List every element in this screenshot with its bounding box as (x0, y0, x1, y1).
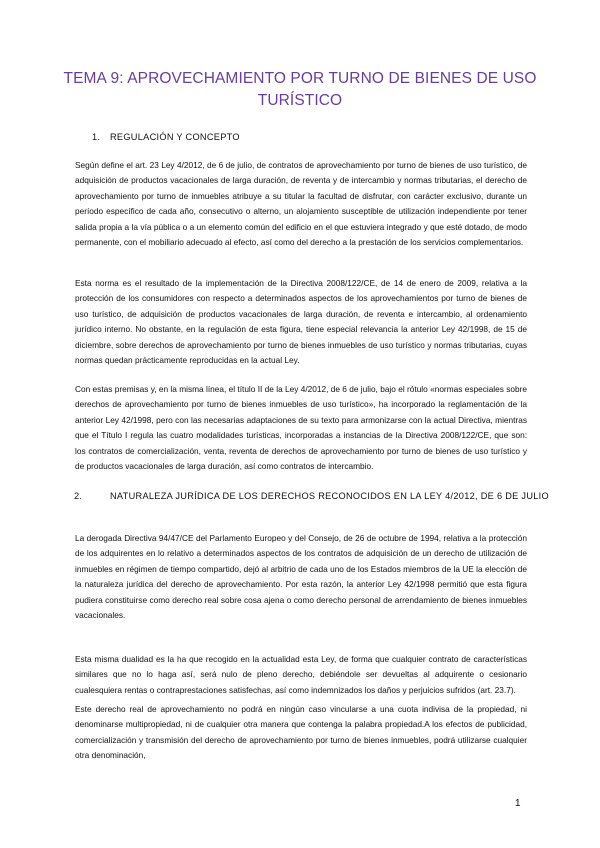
page-number: 1 (515, 798, 521, 809)
section-heading-1 (92, 130, 552, 144)
section-title-1: REGULACIÓN Y CONCEPTO (110, 132, 240, 142)
paragraph-1-3: Con estas premisas y, en la misma línea, el título II de la Ley 4/2012, de 6 de julio, bajo el rótulo «normas especiales sobre derechos de aprovechamiento por turno de bienes inmuebles de uso turístico», ha incorporado la reglamentación de la anterior Ley 42/1998, pero con las necesarias adaptaciones de su texto para armonizarse con la actual Directiva, mientras que el Título I regula las cuatro modalidades turísticas, incorporadas a instancias de la Directiva 2008/122/CE, que son: los contratos de comercialización, venta, reventa de derechos de aprovechamiento por turno de bienes de uso turístico y de productos vacacionales de larga duración, así como contratos de intercambio. (75, 384, 527, 472)
section-number-2: 2. (74, 491, 83, 501)
paragraph-2-1: La derogada Directiva 94/47/CE del Parlamento Europeo y del Consejo, de 26 de octubre de 1994, relativa a la protección de los adquirentes en lo relativo a determinados aspectos de los contratos de adquisición de un derecho de utilización de inmuebles en régimen de tiempo compartido, dejó al arbitrio de cada uno de los Estados miembros de la UE la elección de la naturaleza jurídica del derecho de aprovechamiento. Por esta razón, la anterior Ley 42/1998 permitió que esta figura pudiera constituirse como derecho real sobre cosa ajena o como derecho personal de arrendamiento de bienes inmuebles vacacionales. (75, 533, 527, 621)
document-title: TEMA 9: APROVECHAMIENTO POR TURNO DE BIENES DE USO TURÍSTICO (63, 70, 537, 109)
section-title-2: NATURALEZA JURÍDICA DE LOS DERECHOS RECONOCIDOS EN LA LEY 4/2012, DE 6 DE JULIO (110, 491, 549, 501)
paragraph-2-3: Este derecho real de aprovechamiento no podrá en ningún caso vincularse a una cuota indivisa de la propiedad, ni denominarse multipropiedad, ni de cualquier otra manera que contenga la palabra propiedad.A los efectos de publicidad, comercialización y transmisión del derecho de aprovechamiento por turno de bienes inmuebles, podrá utilizarse cualquier otra denominación, (75, 704, 527, 761)
section-number-1: 1. (92, 132, 101, 142)
paragraph-1-2: Esta norma es el resultado de la implementación de la Directiva 2008/122/CE, de 14 de enero de 2009, relativa a la protección de los consumidores con respecto a determinados aspectos de los aprovechamientos por turno de bienes de uso turístico, de adquisición de productos vacacionales de larga duración, de reventa e intercambio, al ordenamiento jurídico interno. No obstante, en la regulación de esta figura, tiene especial relevancia la anterior Ley 42/1998, de 15 de diciembre, sobre derechos de aprovechamiento por turno de bienes inmuebles de uso turístico y normas tributarias, cuyas normas quedan prácticamente reproducidas en la actual Ley. (75, 278, 527, 366)
section-heading-2 (74, 489, 552, 503)
paragraph-1-1: Según define el art. 23 Ley 4/2012, de 6 de julio, de contratos de aprovechamiento por turno de bienes de uso turístico, de adquisición de productos vacacionales de larga duración, de reventa y de intercambio y normas tributarias, el derecho de aprovechamiento por turno de inmuebles atribuye a su titular la facultad de disfrutar, con carácter exclusivo, durante un período específico de cada año, consecutivo o alterno, un alojamiento susceptible de utilización independiente por tener salida propia a la vía pública o a un elemento común del edificio en el que estuviera integrado y que esté dotado, de modo permanente, con el mobiliario adecuado al efecto, así como del derecho a la prestación de los servicios complementarios. (75, 160, 527, 248)
paragraph-2-2: Esta misma dualidad es la ha que recogido en la actualidad esta Ley, de forma que cualquier contrato de características similares que no lo haga así, será nulo de pleno derecho, debiéndole ser devueltas al adquirente o cesionario cualesquiera rentas o contraprestaciones satisfechas, así como indemnizados los daños y perjuicios sufridos (art. 23.7). (75, 654, 527, 695)
